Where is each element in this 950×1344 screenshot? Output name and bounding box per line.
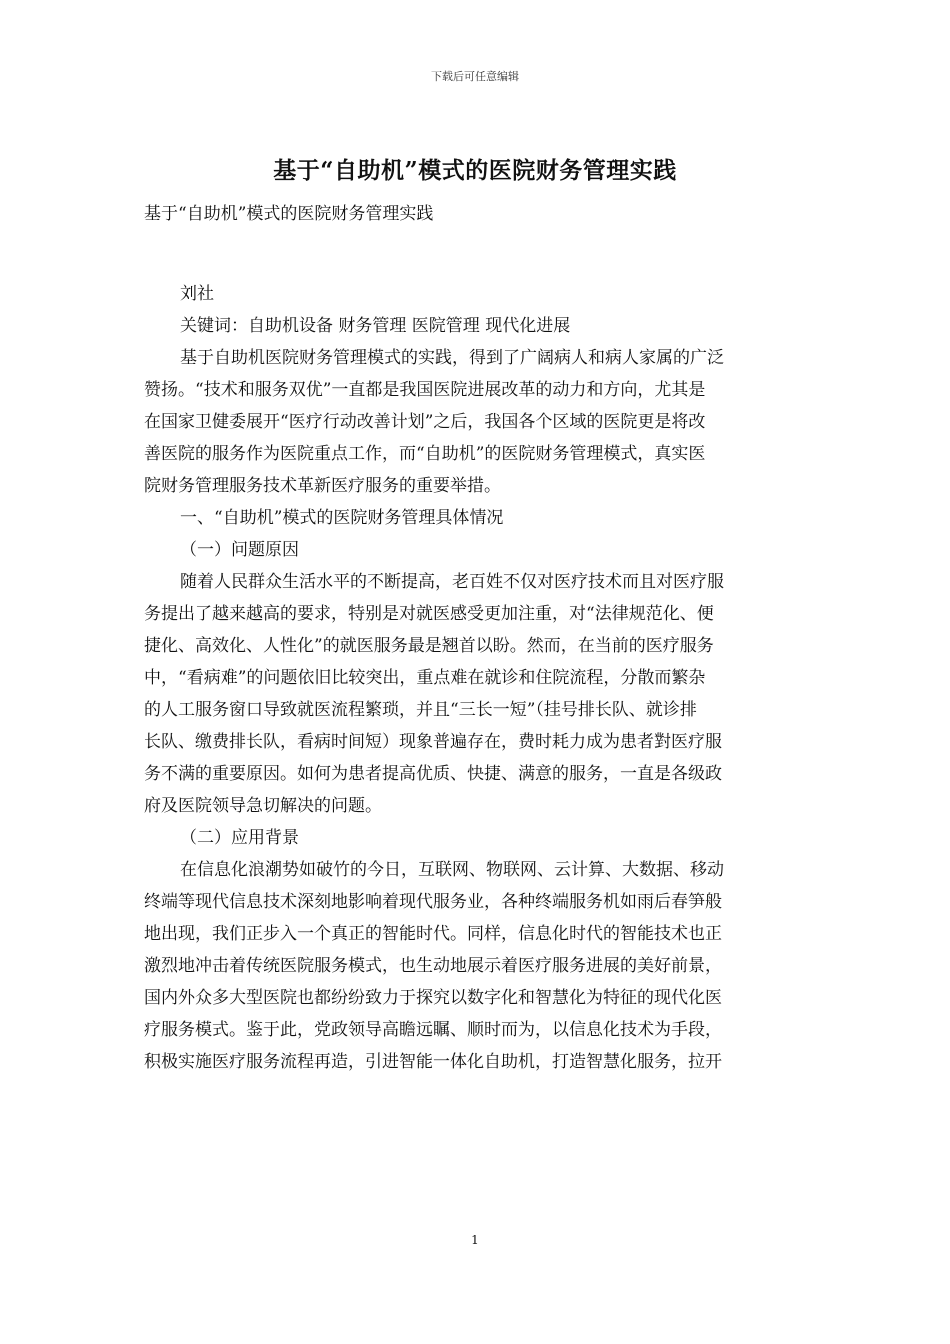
page-header: 下载后可任意编辑 xyxy=(431,70,519,83)
subsection-heading: （一）问题原因 xyxy=(180,540,299,560)
paragraph-line: 的人工服务窗口导致就医流程繁琐，并且“三长一短”（挂号排长队、就诊排 xyxy=(144,700,697,720)
paragraph-line: 在国家卫健委展开“医疗行动改善计划”之后，我国各个区域的医院更是将改 xyxy=(144,412,706,432)
paragraph-line: 激烈地冲击着传统医院服务模式，也生动地展示着医疗服务进展的美好前景， xyxy=(144,956,722,976)
paragraph-line: 长队、缴费排长队，看病时间短）现象普遍存在，费时耗力成为患者對医疗服 xyxy=(144,732,722,752)
paragraph-line: 院财务管理服务技术革新医疗服务的重要举措。 xyxy=(144,476,501,496)
paragraph-line: 地出现，我们正步入一个真正的智能时代。同样，信息化时代的智能技术也正 xyxy=(144,924,722,944)
paragraph-line: 在信息化浪潮势如破竹的今日，互联网、物联网、云计算、大数据、移动 xyxy=(180,860,724,880)
paragraph-line: 国内外众多大型医院也都纷纷致力于探究以数字化和智慧化为特征的现代化医 xyxy=(144,988,722,1008)
keywords-line: 关键词：自助机设备 财务管理 医院管理 现代化进展 xyxy=(180,316,571,336)
paragraph-line: 积极实施医疗服务流程再造，引进智能一体化自助机，打造智慧化服务，拉开 xyxy=(144,1052,722,1072)
subsection-heading: （二）应用背景 xyxy=(180,828,299,848)
paragraph-line: 赞扬。“技术和服务双优”一直都是我国医院进展改革的动力和方向，尤其是 xyxy=(144,380,706,400)
paragraph-line: 中，“看病难”的问题依旧比较突出，重点难在就诊和住院流程，分散而繁杂 xyxy=(144,668,706,688)
spacer xyxy=(144,230,806,278)
paragraph-line: 府及医院领导急切解决的问题。 xyxy=(144,796,382,816)
author-line: 刘社 xyxy=(180,284,214,304)
paragraph-line: 疗服务模式。鉴于此，党政领导高瞻远瞩、顺时而为，以信息化技术为手段， xyxy=(144,1020,722,1040)
document-body xyxy=(144,198,806,1078)
paragraph-line: 基于自助机医院财务管理模式的实践，得到了广阔病人和病人家属的广泛 xyxy=(180,348,724,368)
page-number: 1 xyxy=(471,1233,479,1247)
paragraph-line: 善医院的服务作为医院重点工作，而“自助机”的医院财务管理模式，真实医 xyxy=(144,444,706,464)
section-heading: 一、“自助机”模式的医院财务管理具体情况 xyxy=(180,508,504,528)
paragraph-line: 捷化、高效化、人性化”的就医服务最是翘首以盼。然而，在当前的医疗服务 xyxy=(144,636,714,656)
paragraph-line: 终端等现代信息技术深刻地影响着现代服务业，各种终端服务机如雨后春笋般 xyxy=(144,892,722,912)
paragraph-line: 随着人民群众生活水平的不断提高，老百姓不仅对医疗技术而且对医疗服 xyxy=(180,572,724,592)
paragraph-line: 务不满的重要原因。如何为患者提高优质、快捷、满意的服务，一直是各级政 xyxy=(144,764,722,784)
paragraph-line: 务提出了越来越高的要求，特别是对就医感受更加注重，对“法律规范化、便 xyxy=(144,604,714,624)
document-title: 基于“自助机”模式的医院财务管理实践 xyxy=(273,157,677,184)
document-subtitle: 基于“自助机”模式的医院财务管理实践 xyxy=(144,204,434,224)
